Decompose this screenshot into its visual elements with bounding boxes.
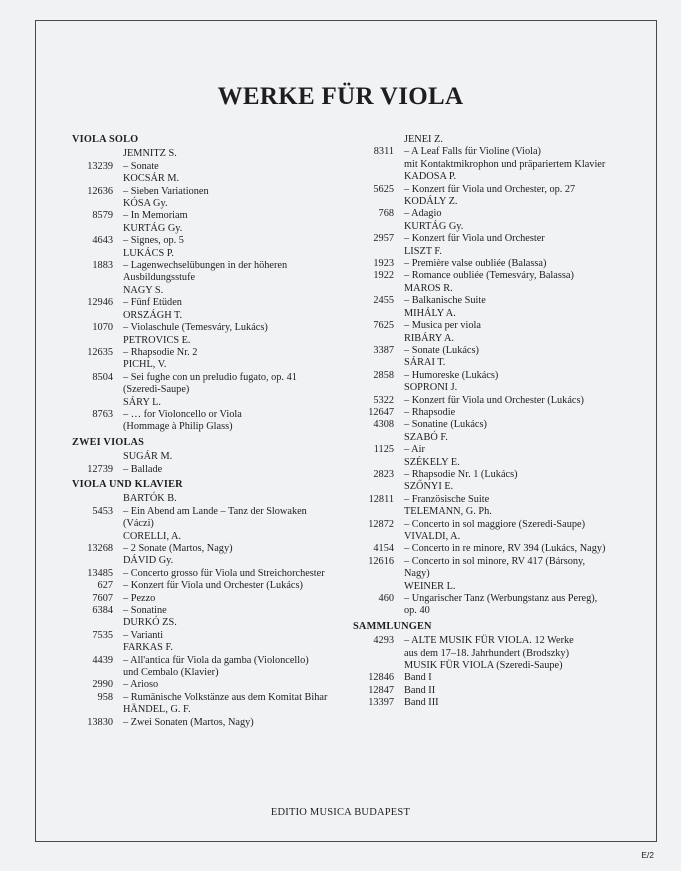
work-title: Band I: [404, 672, 432, 684]
catalog-number: 1923: [373, 258, 394, 270]
work-title: – Fünf Etüden: [123, 297, 182, 309]
work-title: – Adagio: [404, 208, 442, 220]
catalog-number: 1125: [373, 444, 394, 456]
work-entry: [68, 372, 343, 397]
catalog-number: 12616: [368, 555, 394, 567]
work-title: – Konzert für Viola und Orchester (Lukács): [123, 580, 303, 592]
catalog-number: 7535: [92, 629, 113, 641]
work-title: – Concerto grosso für Viola und Streichorchester: [123, 567, 325, 579]
composer-name: VIVALDI, A.: [404, 531, 461, 542]
work-entry: [349, 444, 639, 456]
catalog-number: 8311: [373, 146, 394, 158]
page-title: WERKE FÜR VIOLA: [217, 83, 464, 110]
work-title: – Ungarischer Tanz (Werbungstanz aus Pereg), op. 40: [404, 593, 598, 617]
work-title: – Sonatine (Lukács): [404, 419, 487, 431]
composer-name: MAROS R.: [404, 282, 453, 294]
work-entry: [68, 210, 343, 222]
composer-name: BARTÓK B.: [123, 493, 177, 505]
catalog-number: 5625: [373, 183, 394, 195]
work-entry: [349, 635, 639, 660]
work-entry: [349, 672, 639, 684]
work-entry: [68, 692, 343, 704]
catalog-number: 460: [378, 593, 394, 605]
work-entry: [68, 464, 343, 476]
work-entry: [349, 320, 639, 332]
work-entry: [68, 543, 343, 555]
catalog-number: 4308: [373, 419, 394, 431]
work-title: – Violaschule (Temesváry, Lukács): [123, 322, 268, 334]
catalog-number: 1883: [92, 260, 113, 272]
work-entry: [349, 697, 639, 709]
work-title: Band III: [404, 697, 439, 709]
work-title: – Sonate: [123, 160, 159, 172]
composer-name: ORSZÁGH T.: [123, 309, 183, 321]
composer-name: SÁRAI T.: [404, 357, 446, 369]
work-title: – Balkanische Suite: [404, 295, 486, 307]
catalog-number: 13485: [87, 567, 113, 579]
composer-name: KURTÁG Gy.: [404, 220, 464, 232]
work-title: – All'antica für Viola da gamba (Violoncello) und Cembalo (Klavier): [123, 654, 309, 679]
work-entry: [349, 685, 639, 697]
composer-name: SUGÁR M.: [123, 451, 173, 463]
publisher: EDITIO MUSICA BUDAPEST: [270, 807, 411, 818]
work-entry: [68, 297, 343, 309]
work-title: – Concerto in re minore, RV 394 (Lukács, Nagy): [404, 543, 606, 555]
catalog-number: 13830: [87, 716, 113, 728]
work-title: – Arioso: [123, 679, 159, 691]
composer-name: PICHL, V.: [123, 359, 167, 371]
catalog-number: 1922: [373, 270, 394, 282]
catalog-number: 958: [97, 691, 113, 703]
composer-name: JEMNITZ S.: [123, 148, 177, 160]
work-entry: [68, 161, 343, 173]
work-entry: [349, 270, 639, 282]
catalog-number: 4643: [92, 235, 113, 247]
composer-name: LUKÁCS P.: [123, 247, 174, 259]
work-entry: [68, 347, 343, 359]
catalog-number: 2957: [373, 233, 394, 245]
section-heading: VIOLA UND KLAVIER: [72, 478, 183, 490]
work-entry: [349, 556, 639, 581]
catalog-number: 2455: [373, 295, 394, 307]
work-entry: [349, 407, 639, 419]
composer-name: SÁRY L.: [123, 396, 161, 408]
work-title: Band II: [404, 684, 436, 696]
work-title: – Rhapsodie Nr. 2: [123, 346, 198, 358]
catalog-number: 7625: [373, 320, 394, 332]
catalog-number: 6384: [92, 605, 113, 617]
composer-name: JENEI Z.: [404, 134, 443, 145]
work-title: – Sieben Variationen: [123, 185, 209, 197]
catalog-number: 1070: [92, 322, 113, 334]
catalog-number: 12739: [87, 463, 113, 475]
catalog-number: 768: [378, 208, 394, 220]
composer-name: KODÁLY Z.: [404, 196, 458, 208]
work-entry: [349, 419, 639, 431]
catalog-number: 8504: [92, 371, 113, 383]
composer-name: SOPRONI J.: [404, 382, 458, 394]
catalog-number: 5453: [92, 505, 113, 517]
composer-name: RIBÁRY A.: [404, 332, 454, 344]
work-entry: [349, 295, 639, 307]
work-entry: [349, 494, 639, 506]
work-title: – Ballade: [123, 463, 163, 475]
work-entry: [68, 679, 343, 691]
work-entry: [349, 469, 639, 481]
work-entry: [349, 184, 639, 196]
work-title: – Rumänische Volkstänze aus dem Komitat Bihar: [123, 691, 328, 703]
work-title: – 2 Sonate (Martos, Nagy): [123, 543, 233, 554]
work-title: – Sei fughe con un preludio fugato, op. 41 (Szeredi-Saupe): [123, 371, 297, 396]
section-heading: VIOLA SOLO: [72, 134, 139, 145]
composer-name: LISZT F.: [404, 245, 442, 257]
composer-name: NAGY S.: [123, 284, 164, 296]
catalog-number: 12846: [368, 672, 394, 684]
work-entry: [68, 580, 343, 592]
catalog-number: 12635: [87, 346, 113, 358]
work-title: – Rhapsodie Nr. 1 (Lukács): [404, 468, 518, 480]
section-heading: ZWEI VIOLAS: [72, 436, 145, 448]
work-entry: [68, 409, 343, 434]
work-entry: [349, 395, 639, 407]
composer-name: PETROVICS E.: [123, 334, 191, 346]
work-title: – Concerto in sol maggiore (Szeredi-Saupe): [404, 518, 585, 530]
composer-name: KÓSA Gy.: [123, 198, 168, 210]
composer-name: TELEMANN, G. Ph.: [404, 506, 492, 518]
catalog-number: 4154: [373, 543, 394, 555]
work-title: – Romance oubliée (Temesváry, Balassa): [404, 270, 574, 282]
work-entry: [349, 258, 639, 270]
work-title: – Varianti: [123, 629, 164, 641]
work-title: – … for Violoncello or Viola (Hommage à Philip Glass): [123, 408, 242, 433]
catalog-number: 2858: [373, 369, 394, 381]
catalog-number: 12946: [87, 297, 113, 309]
work-entry: [68, 260, 343, 285]
composer-name: DURKÓ ZS.: [123, 617, 177, 629]
catalog-number: 12847: [368, 684, 394, 696]
work-title: – Air: [404, 444, 425, 456]
page-number: E/2: [641, 850, 654, 860]
composer-name: MUSIK FÜR VIOLA (Szeredi-Saupe): [404, 660, 563, 672]
composer-name: WEINER L.: [404, 580, 456, 592]
work-title: – Pezzo: [123, 592, 156, 604]
catalog-number: 12872: [368, 518, 394, 530]
work-title: – Zwei Sonaten (Martos, Nagy): [123, 716, 254, 728]
work-entry: [349, 370, 639, 382]
catalog-number: 8579: [92, 210, 113, 222]
work-title: – Première valse oubliée (Balassa): [404, 258, 547, 270]
work-entry: [68, 630, 343, 642]
work-entry: [68, 186, 343, 198]
work-entry: [349, 543, 639, 555]
work-entry: [349, 233, 639, 245]
work-entry: [349, 146, 639, 171]
work-title: – Ein Abend am Lande – Tanz der Slowaken (Váczi): [123, 505, 307, 530]
work-entry: [68, 717, 343, 729]
catalog-number: 627: [97, 580, 113, 592]
work-title: – Sonatine: [123, 605, 167, 617]
work-title: – Konzert für Viola und Orchester (Lukács): [404, 394, 584, 406]
work-title: – Konzert für Viola und Orchester: [404, 233, 545, 245]
composer-name: CORELLI, A.: [123, 530, 182, 542]
composer-name: FARKAS F.: [123, 642, 173, 654]
catalog-number: 5322: [373, 394, 394, 406]
work-entry: [68, 605, 343, 617]
work-title: – In Memoriam: [123, 210, 188, 222]
composer-name: SZŐNYI E.: [404, 481, 454, 493]
work-title: – Lagenwechselübungen in der höheren Ausbildungsstufe: [123, 260, 288, 284]
catalog-number: 2823: [373, 468, 394, 480]
composer-name: DÁVID Gy.: [123, 555, 174, 567]
work-entry: [68, 235, 343, 247]
composer-name: MIHÁLY A.: [404, 307, 456, 319]
work-entry: [68, 593, 343, 605]
work-title: – Konzert für Viola und Orchester, op. 27: [404, 183, 576, 195]
composer-name: KURTÁG Gy.: [123, 222, 183, 234]
catalog-number: 12647: [368, 406, 394, 418]
work-entry: [349, 593, 639, 618]
work-title: – Humoreske (Lukács): [404, 369, 499, 381]
work-entry: [68, 655, 343, 680]
composer-name: SZÉKELY E.: [404, 456, 460, 468]
work-entry: [68, 568, 343, 580]
catalog-number: 13239: [87, 160, 113, 172]
composer-name: KOCSÁR M.: [123, 173, 180, 185]
right-column: [349, 134, 639, 710]
composer-name: KADOSA P.: [404, 171, 457, 183]
catalog-number: 4293: [373, 635, 394, 647]
composer-name: HÄNDEL, G. F.: [123, 704, 191, 716]
work-entry: [349, 208, 639, 220]
work-title: – Musica per viola: [404, 320, 481, 332]
work-entry: [349, 519, 639, 531]
composer-name: SZABÓ F.: [404, 431, 448, 443]
catalog-number: 13268: [87, 543, 113, 554]
work-title: – Rhapsodie: [404, 406, 456, 418]
work-title: – Sonate (Lukács): [404, 344, 479, 356]
catalog-number: 12636: [87, 185, 113, 197]
work-entry: [68, 506, 343, 531]
work-title: – Signes, op. 5: [123, 235, 184, 247]
work-title: – A Leaf Falls für Violine (Viola) mit Kontaktmikrophon und präpariertem Klavier: [404, 146, 606, 170]
catalog-number: 12811: [368, 493, 394, 505]
work-entry: [349, 345, 639, 357]
catalog-number: 13397: [368, 697, 394, 709]
catalog-number: 3387: [373, 344, 394, 356]
catalog-number: 8763: [92, 408, 113, 420]
work-title: – ALTE MUSIK FÜR VIOLA. 12 Werke aus dem 17–18. Jahrhundert (Brodszky): [404, 635, 574, 659]
work-title: – Concerto in sol minore, RV 417 (Bársony, Nagy): [404, 555, 586, 580]
left-column: [68, 134, 343, 729]
catalog-number: 7607: [92, 592, 113, 604]
catalog-number: 4439: [92, 654, 113, 666]
work-title: – Französische Suite: [404, 493, 490, 505]
section-heading: SAMMLUNGEN: [353, 620, 432, 632]
catalog-number: 2990: [92, 679, 113, 691]
work-entry: [68, 322, 343, 334]
